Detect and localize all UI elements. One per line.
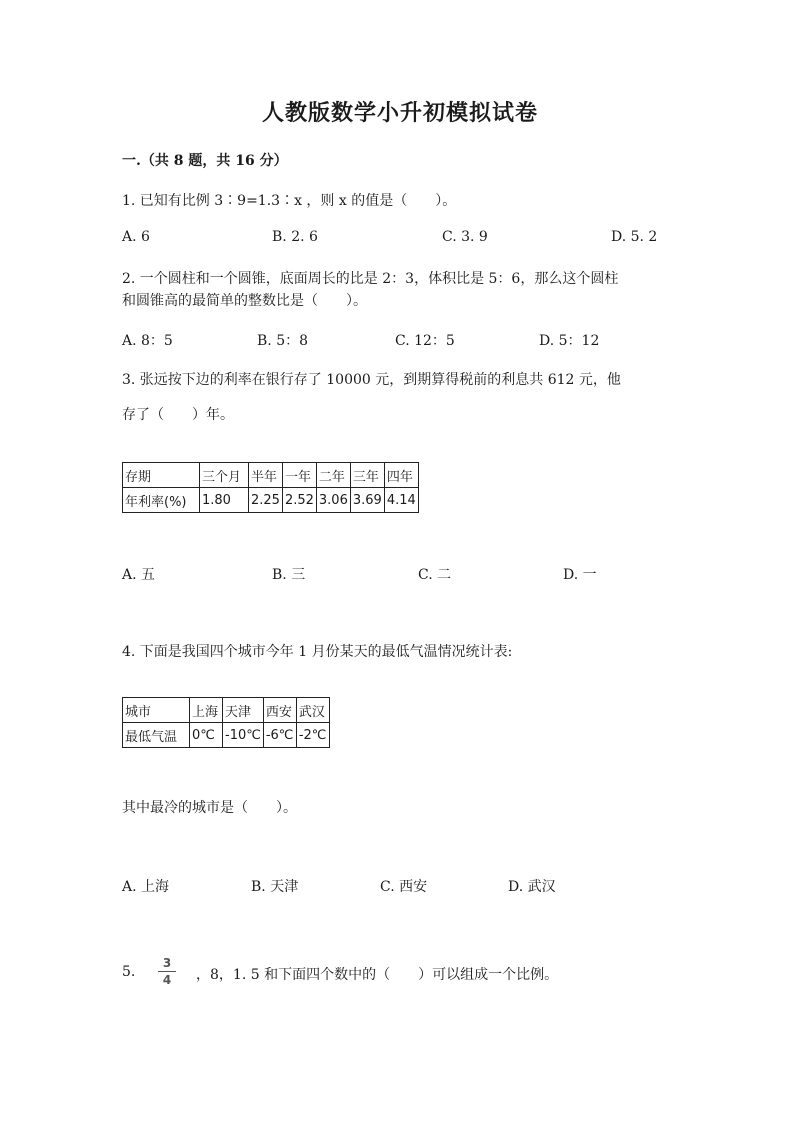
fraction-denominator: 4 bbox=[162, 973, 172, 987]
fraction-numerator: 3 bbox=[162, 956, 172, 970]
question-3-text-line-2: 存了（ ）年。 bbox=[122, 407, 234, 423]
table-cell: 存期 bbox=[123, 463, 200, 488]
table-cell: 四年 bbox=[384, 463, 418, 488]
fraction bbox=[158, 956, 176, 987]
interest-rate-table bbox=[122, 462, 419, 513]
table-cell: 2.52 bbox=[282, 488, 316, 513]
table-cell: 最低气温 bbox=[123, 723, 190, 748]
section-heading: 一.（共 8 题，共 16 分） bbox=[122, 153, 288, 169]
page-title: 人教版数学小升初模拟试卷 bbox=[261, 101, 538, 126]
question-4-text: 4. 下面是我国四个城市今年 1 月份某天的最低气温情况统计表: bbox=[122, 644, 513, 660]
table-cell: 1.80 bbox=[200, 488, 249, 513]
question-1-option-b: B. 2. 6 bbox=[272, 229, 318, 245]
question-1-option-d: D. 5. 2 bbox=[611, 229, 658, 245]
table-cell: 3.06 bbox=[316, 488, 350, 513]
question-4-option-a: A. 上海 bbox=[122, 879, 170, 895]
table-cell: 年利率(%) bbox=[123, 488, 200, 513]
table-row bbox=[123, 723, 330, 748]
table-cell: 三年 bbox=[350, 463, 384, 488]
question-2-option-d: D. 5：12 bbox=[539, 333, 600, 349]
question-2-text-line-1: 2. 一个圆柱和一个圆锥，底面周长的比是 2：3，体积比是 5：6，那么这个圆柱 bbox=[122, 271, 619, 287]
question-4-prompt: 其中最冷的城市是（ ）。 bbox=[122, 800, 297, 816]
question-5-number: 5. bbox=[122, 964, 136, 980]
table-cell: 3.69 bbox=[350, 488, 384, 513]
table-cell: 一年 bbox=[282, 463, 316, 488]
table-cell: 4.14 bbox=[384, 488, 418, 513]
table-cell: 上海 bbox=[190, 698, 223, 723]
question-4-option-d: D. 武汉 bbox=[508, 879, 556, 895]
table-cell: 0℃ bbox=[190, 723, 223, 748]
question-4-option-c: C. 西安 bbox=[380, 879, 428, 895]
question-2-text-line-2: 和圆锥高的最简单的整数比是（ ）。 bbox=[122, 293, 367, 309]
table-cell: -6℃ bbox=[263, 723, 296, 748]
question-3-text-line-1: 3. 张远按下边的利率在银行存了 10000 元，到期算得税前的利息共 612 元，他 bbox=[122, 372, 621, 388]
table-cell: 2.25 bbox=[249, 488, 283, 513]
question-3-option-b: B. 三 bbox=[272, 567, 306, 583]
question-4-option-b: B. 天津 bbox=[251, 879, 299, 895]
question-1-option-c: C. 3. 9 bbox=[442, 229, 488, 245]
question-2-option-b: B. 5：8 bbox=[257, 333, 309, 349]
table-cell: -10℃ bbox=[223, 723, 264, 748]
question-2-option-a: A. 8：5 bbox=[122, 333, 173, 349]
table-cell: 三个月 bbox=[200, 463, 249, 488]
table-row bbox=[123, 488, 419, 513]
table-cell: -2℃ bbox=[296, 723, 329, 748]
question-3-option-a: A. 五 bbox=[122, 567, 156, 583]
fraction-bar bbox=[158, 971, 176, 972]
question-3-option-d: D. 一 bbox=[563, 567, 597, 583]
table-cell: 天津 bbox=[223, 698, 264, 723]
question-2-option-c: C. 12：5 bbox=[395, 333, 455, 349]
question-5-text: ，8，1. 5 和下面四个数中的（ ）可以组成一个比例。 bbox=[196, 967, 559, 983]
temperature-table bbox=[122, 697, 330, 748]
table-cell: 城市 bbox=[123, 698, 190, 723]
table-row bbox=[123, 463, 419, 488]
table-row bbox=[123, 698, 330, 723]
question-3-option-c: C. 二 bbox=[418, 567, 452, 583]
table-cell: 半年 bbox=[249, 463, 283, 488]
question-1-text: 1. 已知有比例 3∶9=1.3∶x ，则 x 的值是（ ）。 bbox=[122, 193, 457, 209]
table-cell: 武汉 bbox=[296, 698, 329, 723]
table-cell: 西安 bbox=[263, 698, 296, 723]
question-1-option-a: A. 6 bbox=[122, 229, 150, 245]
table-cell: 二年 bbox=[316, 463, 350, 488]
